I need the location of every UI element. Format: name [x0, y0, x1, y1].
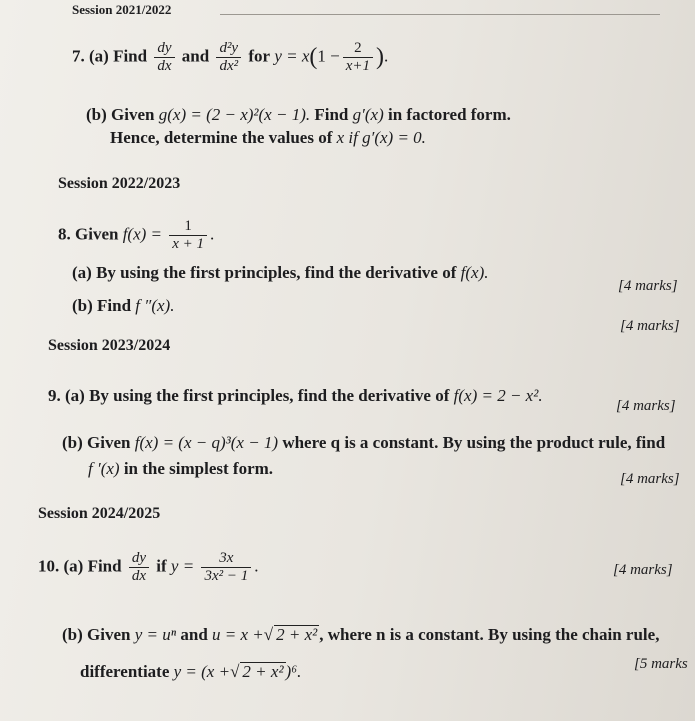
- differentiate-text: differentiate: [80, 662, 170, 681]
- y-expr-start: y = (x +: [173, 662, 231, 681]
- y-expr-end: )⁶.: [285, 662, 302, 681]
- if-text: if: [156, 556, 167, 576]
- question-7a: 7. (a) Find $\frac{dy}{dx}$ and $\frac{\text{d²y}}{\text{dx²}}$ for y = x(1 − $\frac{2}{x+1}$ ).: [72, 40, 389, 74]
- question-9b-line2: [88, 459, 273, 479]
- question-8-given: 8. Given f(x) = $\frac{1}{x + 1}$ .: [58, 218, 215, 252]
- question-10a: 10. (a) Find $\frac{dy}{dx}$ if y = $\frac{3x}{\text{3x² − 1}}$ .: [38, 550, 259, 584]
- g-prime-condition: g′(x) = 0.: [362, 128, 426, 147]
- q7a-label: 7. (a) Find: [72, 46, 148, 66]
- question-8a: [72, 263, 488, 283]
- fx-text: f(x).: [460, 263, 489, 282]
- two-over-xp1: [343, 40, 373, 75]
- session-heading-2024: Session 2024/2025: [38, 505, 161, 522]
- q9b-rest: where q is a constant. By using the product rule, find: [282, 433, 666, 452]
- one-text: 1: [169, 218, 207, 236]
- session-heading-2023: Session 2023/2024: [48, 337, 171, 354]
- question-9a: [48, 386, 543, 406]
- simplest-text: in the simplest form.: [123, 459, 274, 478]
- q9a-marks: [4 marks]: [616, 398, 676, 414]
- y-sqrt-content: 2 + x²: [242, 662, 284, 681]
- dx2-text: dx²: [219, 58, 239, 74]
- g-prime: g′(x): [352, 105, 384, 124]
- question-10b: (b) Given y = uⁿ and u = x +√ 2 + x² , where n is a constant. By using the chain rule,: [62, 625, 660, 644]
- fx-product: f(x) = (x − q)³(x − 1): [134, 433, 279, 452]
- rational-fraction: [201, 550, 251, 585]
- for-text: for: [248, 46, 271, 66]
- hence-text: Hence, determine the values of: [110, 128, 333, 147]
- dy-text: dy: [154, 40, 174, 58]
- session-heading-2021: Session 2021/2022: [72, 2, 172, 17]
- f-prime: f ′(x): [88, 459, 120, 478]
- f-equals: f(x) =: [122, 224, 163, 244]
- and-text: and: [181, 46, 210, 66]
- dx-text-10: dx: [131, 568, 147, 584]
- find-text: Find: [314, 105, 349, 124]
- q10b-marks: [5 marks: [634, 656, 688, 672]
- session-heading-2022: Session 2022/2023: [58, 175, 181, 192]
- g-expression: g(x) = (2 − x)²(x − 1).: [158, 105, 311, 124]
- q8-label: 8. Given: [58, 224, 119, 244]
- u-equals: u = x +: [212, 625, 264, 644]
- q8a-marks: [4 marks]: [618, 278, 678, 294]
- numerator-3x: 3x: [201, 550, 251, 568]
- fx-expression: f(x) = 2 − x².: [453, 386, 543, 405]
- q8a-text: (a) By using the first principles, find the derivative of: [72, 263, 457, 282]
- two-text: 2: [343, 40, 373, 58]
- q10b-rest: , where n is a constant. By using the chain rule,: [319, 625, 660, 644]
- x-if-text: x if: [336, 128, 358, 147]
- q10b-label: (b) Given: [62, 625, 131, 644]
- question-7b: [86, 105, 511, 125]
- q10a-marks: [4 marks]: [613, 562, 673, 578]
- dx-text: dx: [157, 58, 172, 74]
- y-u-power-n: y = uⁿ: [134, 625, 177, 644]
- dy-dx-fraction-10: [129, 550, 149, 585]
- q8b-text: (b) Find: [72, 296, 132, 315]
- y-equals: y =: [170, 556, 195, 576]
- divider-line: [220, 14, 660, 15]
- f-double-prime: f ″(x).: [135, 296, 175, 315]
- u-sqrt-content: 2 + x²: [276, 625, 318, 644]
- dy-dx-fraction: [154, 40, 174, 75]
- q10a-label: 10. (a) Find: [38, 556, 122, 576]
- dy-text-10: dy: [129, 550, 149, 568]
- question-8b: [72, 296, 174, 316]
- factored-text: in factored form.: [387, 105, 511, 124]
- q9b-marks: [4 marks]: [620, 471, 680, 487]
- q7b-label: (b) Given: [86, 105, 155, 124]
- xp1-text: x+1: [345, 58, 370, 74]
- denominator-3x2-1: 3x² − 1: [204, 568, 249, 584]
- q9a-text: 9. (a) By using the first principles, find the derivative of: [48, 386, 450, 405]
- question-9b: [62, 433, 665, 453]
- q8b-marks: [4 marks]: [620, 318, 680, 334]
- one-over-xp1: [169, 218, 207, 253]
- y-equals-x: y = x: [274, 46, 310, 66]
- d2y-dx2-fraction: [216, 40, 241, 75]
- question-7b-hence: [110, 128, 426, 148]
- q9b-label: (b) Given: [62, 433, 131, 452]
- one-minus: 1 −: [317, 46, 340, 66]
- and-text-10: and: [180, 625, 208, 644]
- xp1-denominator: x + 1: [172, 236, 205, 252]
- d2y-text: d²y: [216, 40, 241, 58]
- question-10b-line2: differentiate y = (x +√ 2 + x² )⁶.: [80, 662, 302, 681]
